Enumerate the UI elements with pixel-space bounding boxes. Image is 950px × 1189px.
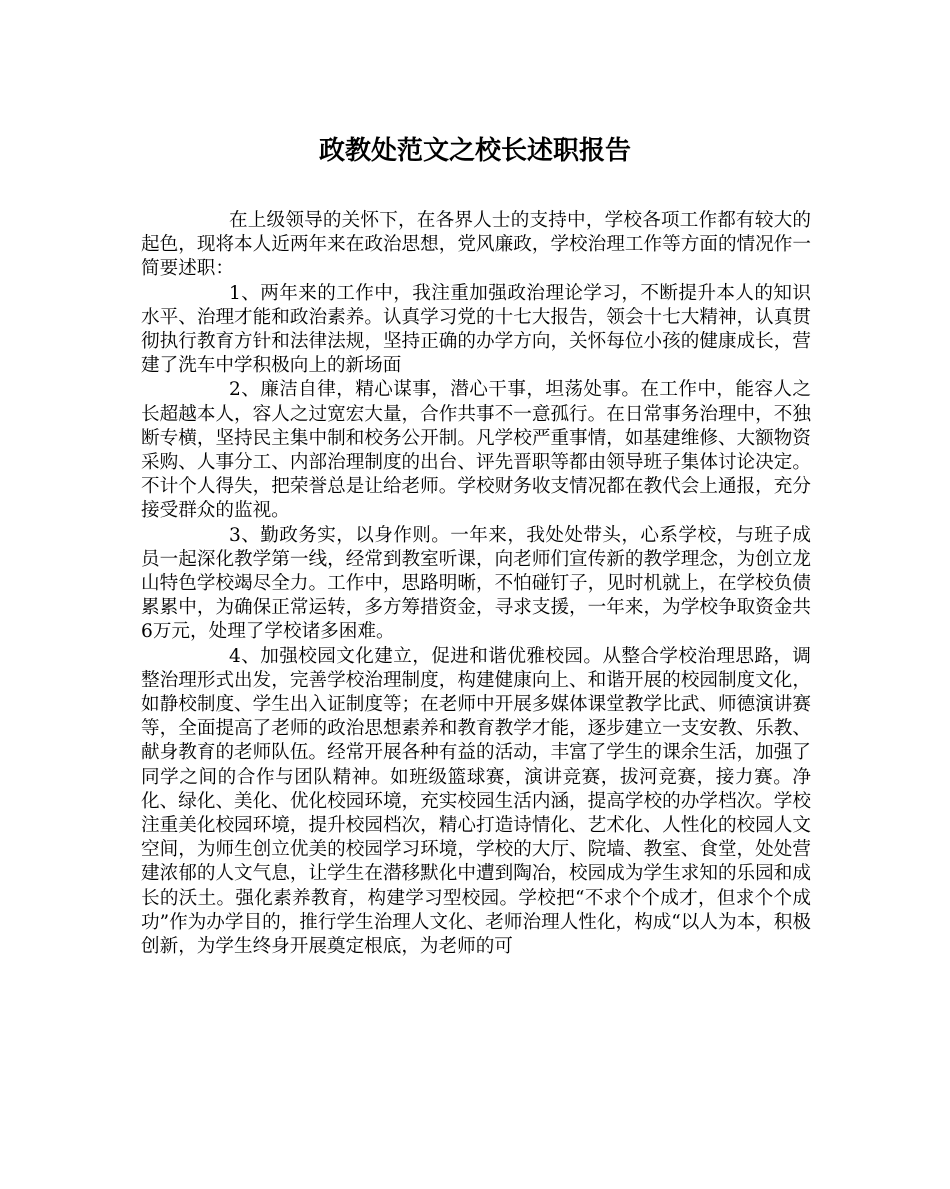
paragraph-2: 2、廉洁自律，精心谋事，潜心干事，坦荡处事。在工作中，能容人之长超越本人，容人之过宽宏大量，合作共事不一意孤行。在日常事务治理中，不独断专横，坚持民主集中制和校务公开制。凡学校严重事情，如基建维修、大额物资采购、人事分工、内部治理制度的出台、评先晋职等都由领导班子集体讨论决定。不计个人得失，把荣誉总是让给老师。学校财务收支情况都在教代会上通报，充分接受群众的监视。: [141, 379, 811, 522]
document-body: [141, 209, 811, 959]
paragraph-intro: 在上级领导的关怀下，在各界人士的支持中，学校各项工作都有较大的起色，现将本人近两年来在政治思想，党风廉政，学校治理工作等方面的情况作一简要述职：: [141, 210, 811, 280]
paragraph-3: 3、勤政务实，以身作则。一年来，我处处带头，心系学校，与班子成员一起深化教学第一线，经常到教室听课，向老师们宣传新的教学理念，为创立龙山特色学校竭尽全力。工作中，思路明晰，不怕碰钉子，见时机就上，在学校负债累累中，为确保正常运转，多方筹措资金，寻求支援，一年来，为学校争取资金共6万元，处理了学校诸多困难。: [141, 524, 811, 643]
paragraph-1: 1、两年来的工作中，我注重加强政治理论学习，不断提升本人的知识水平、治理才能和政治素养。认真学习党的十七大报告，领会十七大精神，认真贯彻执行教育方针和法律法规，坚持正确的办学方向，关怀每位小孩的健康成长，营建了洗车中学积极向上的新场面: [141, 282, 811, 377]
document-title: 政教处范文之校长述职报告: [318, 136, 631, 166]
paragraph-4: 4、加强校园文化建立，促进和谐优雅校园。从整合学校治理思路，调整治理形式出发，完善学校治理制度，构建健康向上、和谐开展的校园制度文化，如静校制度、学生出入证制度等；在老师中开展多媒体课堂教学比武、师德演讲赛等，全面提高了老师的政治思想素养和教育教学才能，逐步建立一支安教、乐教、献身教育的老师队伍。经常开展各种有益的活动，丰富了学生的课余生活，加强了同学之间的合作与团队精神。如班级篮球赛，演讲竞赛，拔河竞赛，接力赛。净化、绿化、美化、优化校园环境，充实校园生活内涵，提高学校的办学档次。学校注重美化校园环境，提升校园档次，精心打造诗情化、艺术化、人性化的校园人文空间，为师生创立优美的校园学习环境，学校的大厅、院墙、教室、食堂，处处营建浓郁的人文气息，让学生在潜移默化中遭到陶冶，校园成为学生求知的乐园和成长的沃土。强化素养教育，构建学习型校园。学校把“不求个个成才，但求个个成功”作为办学目的，推行学生治理人文化、老师治理人性化，构成“以人为本，积极创新，为学生终身开展奠定根底，为老师的可: [141, 645, 811, 958]
